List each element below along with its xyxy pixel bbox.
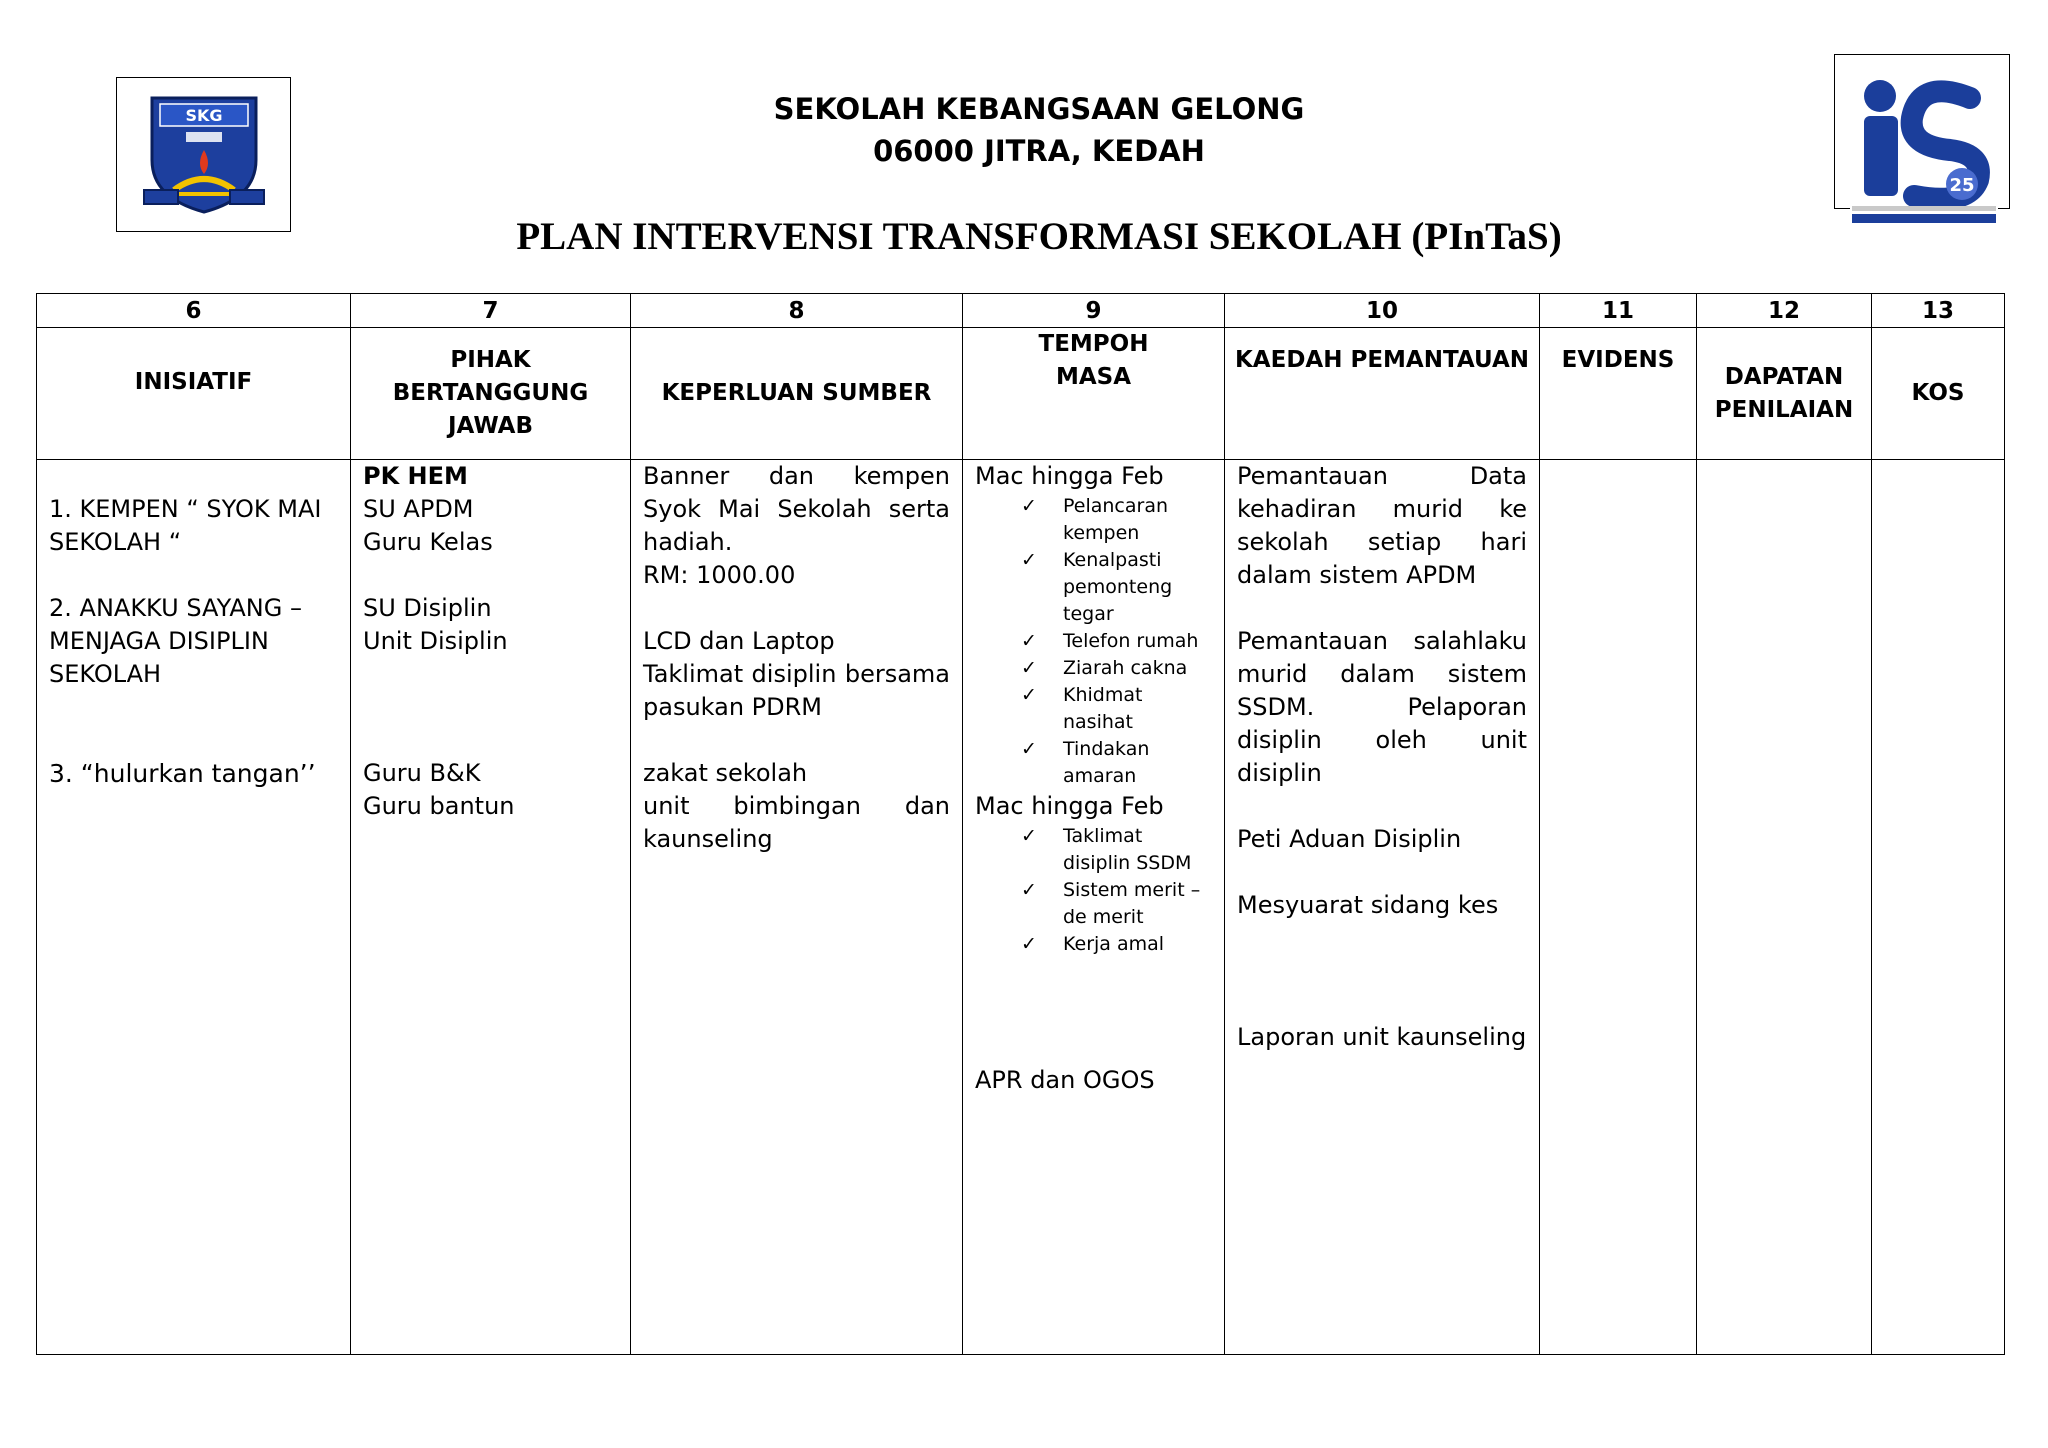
checklist-item: ✓ Taklimat disiplin SSDM (1021, 825, 1192, 874)
cell-keperluan (631, 460, 963, 1355)
check-icon: ✓ (1021, 879, 1037, 901)
crest-text: SKG (184, 105, 223, 125)
checklist-item: ✓ Sistem merit – de merit (1021, 879, 1201, 928)
header-tempoh (963, 328, 1225, 460)
header-keperluan (631, 328, 963, 460)
monitoring-text: Pemantauan Data kehadiran murid ke sekolah setiap hari dalam sistem APDM (1237, 462, 1527, 589)
header-pihak (351, 328, 631, 460)
cell-evidens (1540, 460, 1697, 1355)
column-number: 13 (1872, 294, 2005, 328)
header-evidens (1540, 328, 1697, 460)
column-number: 11 (1540, 294, 1697, 328)
resource-text: RM: 1000.00 (643, 561, 796, 589)
checklist-item: ✓ Kenalpasti pemonteng tegar (1021, 549, 1173, 625)
cell-tempoh (963, 460, 1225, 1355)
column-header-row (37, 328, 2005, 460)
checklist-item: ✓ Ziarah cakna (1017, 655, 1212, 682)
header-kaedah-label: KAEDAH PEMANTAUAN (1234, 347, 1529, 373)
plan-table (36, 293, 2005, 1355)
header-kos (1872, 328, 2005, 460)
header-keperluan-label: KEPERLUAN SUMBER (661, 380, 932, 406)
check-icon: ✓ (1021, 495, 1037, 517)
cell-kos (1872, 460, 2005, 1355)
resource-text: zakat sekolah (643, 759, 808, 787)
resource-text: Taklimat disiplin bersama pasukan PDRM (643, 660, 950, 721)
responsible-party: SU Disiplin (363, 594, 492, 622)
header-kos-label: KOS (1911, 380, 1965, 406)
checklist-item: ✓ Telefon rumah (1017, 628, 1212, 655)
checklist-item: ✓ Tindakan amaran (1021, 738, 1150, 787)
checklist-item: ✓ Pelancaran kempen (1021, 495, 1169, 544)
cell-pihak (351, 460, 631, 1355)
period-heading: APR dan OGOS (975, 1066, 1155, 1094)
header-pihak-line: PIHAK (450, 347, 531, 373)
responsible-party: SU APDM (363, 495, 474, 523)
responsible-party: Unit Disiplin (363, 627, 508, 655)
check-icon: ✓ (1021, 684, 1037, 706)
check-icon: ✓ (1021, 738, 1037, 760)
column-number-row (37, 294, 2005, 328)
check-icon: ✓ (1021, 825, 1037, 847)
header-evidens-label: EVIDENS (1561, 347, 1675, 373)
check-icon: ✓ (1021, 630, 1037, 652)
column-number: 7 (351, 294, 631, 328)
header-tempoh-line: MASA (1055, 364, 1132, 390)
header-tempoh-line: TEMPOH (1038, 331, 1149, 357)
header-inisiatif (37, 328, 351, 460)
responsible-party: Guru B&K (363, 759, 481, 787)
logo-number: 25 (1949, 175, 1975, 196)
checklist-item: ✓ Kerja amal (1017, 931, 1212, 958)
period-heading: Mac hingga Feb (975, 792, 1164, 820)
period-heading: Mac hingga Feb (975, 462, 1164, 490)
initiative-item: 1. KEMPEN “ SYOK MAI SEKOLAH “ (49, 495, 322, 556)
checklist-item: ✓ Khidmat nasihat (1021, 684, 1143, 733)
resource-text: Banner dan kempen Syok Mai Sekolah serta hadiah. (643, 462, 950, 556)
column-number: 9 (963, 294, 1225, 328)
column-number: 12 (1697, 294, 1872, 328)
resource-text: unit bimbingan dan kaunseling (643, 792, 950, 853)
column-number: 10 (1225, 294, 1540, 328)
responsible-party: Guru Kelas (363, 528, 493, 556)
initiative-item: 2. ANAKKU SAYANG – MENJAGA DISIPLIN SEKOLAH (49, 594, 302, 688)
monitoring-text: Pemantauan salahlaku murid dalam sistem SSDM. Pelaporan disiplin oleh unit disiplin (1237, 627, 1527, 787)
monitoring-text: Mesyuarat sidang kes (1237, 891, 1499, 919)
resource-text: LCD dan Laptop (643, 627, 835, 655)
document-title: PLAN INTERVENSI TRANSFORMASI SEKOLAH (PInTaS) (516, 215, 1562, 258)
check-icon: ✓ (1021, 549, 1037, 571)
header-inisiatif-label: INISIATIF (134, 369, 253, 395)
initiative-item: 3. “hulurkan tangan’’ (49, 759, 316, 788)
cell-inisiatif (37, 460, 351, 1355)
responsible-party: Guru bantun (363, 792, 515, 820)
header-pihak-line: BERTANGGUNG (392, 380, 589, 406)
column-number: 8 (631, 294, 963, 328)
plan-body-row (37, 460, 2005, 1355)
school-name: SEKOLAH KEBANGSAAN GELONG (773, 92, 1305, 126)
check-icon: ✓ (1021, 657, 1037, 679)
header-dapatan-line: DAPATAN (1724, 363, 1844, 390)
cell-kaedah (1225, 460, 1540, 1355)
header-kaedah (1225, 328, 1540, 460)
period-checklist (975, 493, 1212, 790)
school-address: 06000 JITRA, KEDAH (873, 134, 1205, 168)
cell-dapatan (1697, 460, 1872, 1355)
monitoring-text: Laporan unit kaunseling (1237, 1023, 1527, 1051)
header-pihak-line: JAWAB (448, 413, 533, 439)
period-checklist (975, 823, 1212, 958)
responsible-party: PK HEM (363, 462, 468, 490)
monitoring-text: Peti Aduan Disiplin (1237, 825, 1462, 853)
check-icon: ✓ (1021, 933, 1037, 955)
column-number: 6 (37, 294, 351, 328)
header-dapatan (1697, 328, 1872, 460)
header-dapatan-line: PENILAIAN (1714, 396, 1854, 423)
